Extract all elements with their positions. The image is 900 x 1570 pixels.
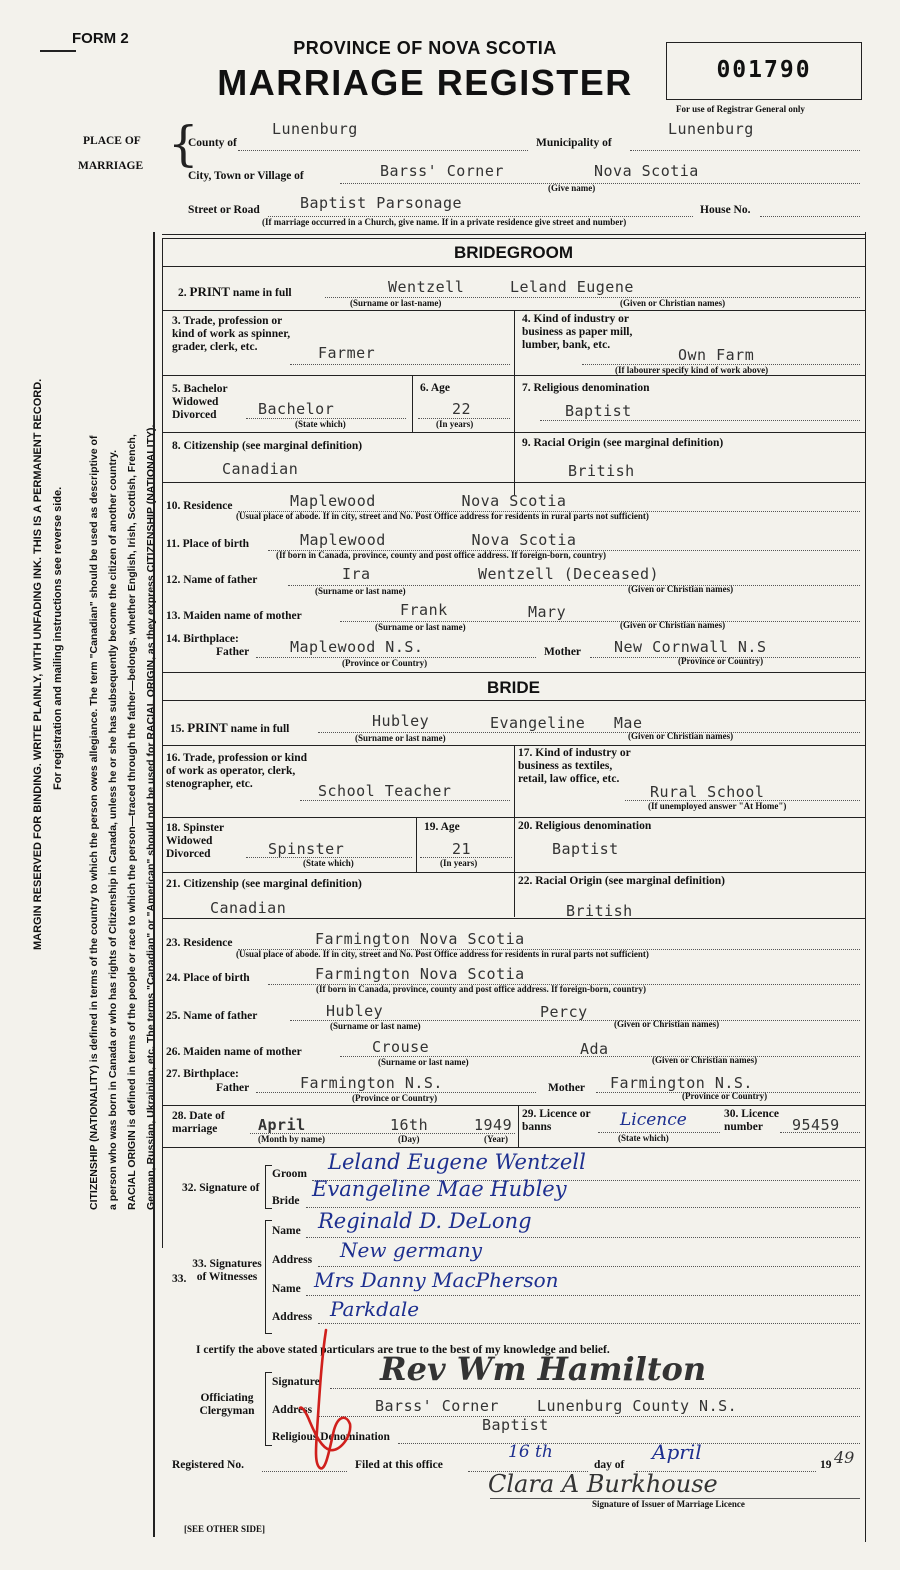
day-of-label: day of xyxy=(594,1459,625,1471)
licence-type-note: (State which) xyxy=(618,1133,669,1143)
bride-mother-label: 26. Maiden name of mother xyxy=(166,1046,302,1058)
county-label: County of xyxy=(188,137,237,149)
groom-given-names: Leland Eugene xyxy=(510,278,634,296)
groom-name-label: 2. PRINT name in full xyxy=(178,284,292,299)
filed-month: April xyxy=(652,1440,702,1464)
bride-signature-label: Bride xyxy=(272,1195,300,1207)
groom-given-note: (Given or Christian names) xyxy=(620,298,726,308)
bride-birthplaces-label: 27. Birthplace: xyxy=(166,1068,239,1080)
bride-father-given-note: (Given or Christian names) xyxy=(614,1019,720,1029)
bride-citizenship: Canadian xyxy=(210,899,287,917)
house-label: House No. xyxy=(700,204,751,216)
groom-trade-label: 3. Trade, profession or kind of work as spinner, grader, clerk, etc. xyxy=(172,315,291,354)
marriage-month-note: (Month by name) xyxy=(258,1134,325,1144)
margin-line-1: CITIZENSHIP (NATIONALITY) is defined in terms of the country to which the person owes allegiance. The term "Canadian" should be used as descriptive of xyxy=(88,435,100,1210)
groom-mother-prov-note: (Province or Country) xyxy=(678,656,764,666)
margin-line-3: RACIAL ORIGIN is defined in terms of the people or race to which the person—traced through the father—belongs, whether English, Irish, Scottish, French, xyxy=(126,434,138,1210)
bride-racial: British xyxy=(566,902,633,920)
place-heading-2: MARRIAGE xyxy=(78,160,144,172)
marriage-month: April xyxy=(258,1116,306,1134)
marriage-day-note: (Day) xyxy=(398,1134,420,1144)
licence-type-label: 29. Licence or banns xyxy=(522,1108,591,1134)
filed-label: Filed at this office xyxy=(355,1459,443,1471)
filed-day: 16 th xyxy=(508,1442,553,1462)
bride-father-given: Percy xyxy=(540,1003,588,1021)
groom-father-label: 12. Name of father xyxy=(166,574,258,586)
bride-mother-surname-note: (Surname or last name) xyxy=(378,1057,469,1067)
clergy-signature: Rev Wm Hamilton xyxy=(380,1350,707,1388)
witness1-name-label: Name xyxy=(272,1225,301,1237)
bridegroom-heading: BRIDEGROOM xyxy=(454,243,573,262)
county-value: Lunenburg xyxy=(272,120,358,138)
margin-binding-note xyxy=(28,110,68,1210)
issuer-signature-label: Signature of Issuer of Marriage Licence xyxy=(592,1499,745,1509)
brace-icon: { xyxy=(168,116,199,172)
groom-status-note: (State which) xyxy=(295,419,346,429)
groom-industry-note: (If labourer specify kind of work above) xyxy=(615,365,769,375)
bride-given-note: (Given or Christian names) xyxy=(628,731,734,741)
groom-mother-surname: Frank xyxy=(400,601,448,619)
bride-birthplace-label: 24. Place of birth xyxy=(166,972,250,984)
bride-residence-note: (Usual place of abode. If in city, street and No. Post Office address for residents in rural parts not sufficient) xyxy=(236,949,649,959)
witness2-address: Parkdale xyxy=(330,1297,420,1321)
bride-trade-label: 16. Trade, profession or kind of work as operator, clerk, stenographer, etc. xyxy=(166,752,308,791)
bride-age-label: 19. Age xyxy=(424,821,460,833)
marriage-date-label: 28. Date of marriage xyxy=(172,1110,225,1136)
witness2-name-label: Name xyxy=(272,1283,301,1295)
groom-mother-label: 13. Maiden name of mother xyxy=(166,610,302,622)
bride-given-names: Evangeline Mae xyxy=(490,714,643,732)
bride-surname-note: (Surname or last name) xyxy=(355,733,446,743)
bride-racial-label: 22. Racial Origin (see marginal definition) xyxy=(518,875,725,887)
groom-birthplace-mother-label: Mother xyxy=(544,646,582,658)
marriage-day: 16th xyxy=(390,1116,429,1134)
place-heading-1: PLACE OF xyxy=(83,135,141,147)
groom-father-birthplace: Maplewood N.S. xyxy=(290,638,424,656)
groom-signature-label: Groom xyxy=(272,1168,307,1180)
margin-line-6: For registration and mailing instructions see reverse side. xyxy=(52,486,64,790)
margin-line-2: a person who was born in Canada or who has rights of Citizenship in Canada, unless he or she has subsequently become the citizen of another country. xyxy=(107,449,119,1210)
groom-trade: Farmer xyxy=(318,344,376,362)
street-note: (If marriage occurred in a Church, give name. If in a private residence give street and number) xyxy=(262,217,627,227)
form-frame-left xyxy=(153,232,155,1537)
bride-status: Spinster xyxy=(268,840,345,858)
bride-father-prov-note: (Province or Country) xyxy=(352,1093,438,1103)
groom-birthplaces-label: 14. Birthplace: xyxy=(166,633,239,645)
bride-birthplace: Farmington Nova Scotia xyxy=(315,965,525,983)
clergy-denomination: Baptist xyxy=(482,1416,549,1434)
street-value: Baptist Parsonage xyxy=(300,194,463,212)
bride-father-label: 25. Name of father xyxy=(166,1010,258,1022)
bride-heading: BRIDE xyxy=(487,678,540,697)
groom-status-label: 5. Bachelor Widowed Divorced xyxy=(172,383,228,422)
city-value: Barss' Corner xyxy=(380,162,504,180)
groom-surname: Wentzell xyxy=(388,278,465,296)
groom-birthplace-father-label: Father xyxy=(216,646,250,658)
bride-mother-given-note: (Given or Christian names) xyxy=(652,1055,758,1065)
bride-citizenship-label: 21. Citizenship (see marginal definition) xyxy=(166,878,362,890)
municipality-label: Municipality of xyxy=(536,137,612,149)
clergyman-label: Officiating Clergyman xyxy=(199,1392,255,1418)
clergy-signature-label: Signature xyxy=(272,1376,320,1388)
bride-status-label: 18. Spinster Widowed Divorced xyxy=(166,822,224,861)
bride-signature: Evangeline Mae Hubley xyxy=(312,1177,567,1201)
filed-year: 49 xyxy=(834,1448,855,1467)
groom-mother-given: Mary xyxy=(528,603,567,621)
groom-residence: Maplewood Nova Scotia xyxy=(290,492,567,510)
province-heading: PROVINCE OF NOVA SCOTIA xyxy=(293,38,557,58)
bride-father-birthplace: Farmington N.S. xyxy=(300,1074,443,1092)
groom-industry-label: 4. Kind of industry or business as paper mill, lumber, bank, etc. xyxy=(522,313,633,352)
form-number: FORM 2 xyxy=(72,30,129,47)
street-label: Street or Road xyxy=(188,204,260,216)
bride-religion-label: 20. Religious denomination xyxy=(518,820,652,832)
bride-surname: Hubley xyxy=(372,712,430,730)
bride-age-note: (In years) xyxy=(440,858,478,868)
bride-birthplace-father-label: Father xyxy=(216,1082,250,1094)
bride-industry-label: 17. Kind of industry or business as textiles, retail, law office, etc. xyxy=(518,747,631,786)
bride-industry-note: (If unemployed answer "At Home") xyxy=(648,801,787,811)
groom-citizenship: Canadian xyxy=(222,460,299,478)
bride-status-note: (State which) xyxy=(303,858,354,868)
groom-father-given-note: (Given or Christian names) xyxy=(628,584,734,594)
groom-racial-label: 9. Racial Origin (see marginal definition) xyxy=(522,437,724,449)
bride-father-surname: Hubley xyxy=(326,1002,384,1020)
bride-age: 21 xyxy=(452,840,472,858)
groom-father-given: Wentzell (Deceased) xyxy=(478,565,660,583)
bride-industry: Rural School xyxy=(650,783,765,801)
groom-religion-label: 7. Religious denomination xyxy=(522,382,650,394)
municipality-value: Lunenburg xyxy=(668,120,754,138)
groom-citizenship-label: 8. Citizenship (see marginal definition) xyxy=(172,440,363,452)
margin-line-4: German, Russian, Ukrainian, etc. The terms "Canadian" or "American" should not be used for RACIAL ORIGIN, as they express CITIZENSHIP (NATIONALITY). xyxy=(145,424,157,1210)
witness2-address-label: Address xyxy=(272,1311,313,1323)
witnesses-label: 33. Signatures of Witnesses xyxy=(192,1258,262,1284)
city-province: Nova Scotia xyxy=(594,162,699,180)
groom-racial: British xyxy=(568,462,635,480)
registration-number: 001790 xyxy=(716,57,812,83)
bride-mother-given: Ada xyxy=(580,1040,609,1058)
groom-mother-given-note: (Given or Christian names) xyxy=(620,620,726,630)
bride-residence-label: 23. Residence xyxy=(166,937,233,949)
bride-residence: Farmington Nova Scotia xyxy=(315,930,525,948)
margin-line-5: MARGIN RESERVED FOR BINDING. WRITE PLAINLY, WITH UNFADING INK. THIS IS A PERMANENT RECORD. xyxy=(32,378,44,950)
clergy-address-label: Address xyxy=(272,1404,313,1416)
groom-religion: Baptist xyxy=(565,402,632,420)
filed-year-prefix: 19 xyxy=(820,1459,832,1471)
bride-mother-birthplace: Farmington N.S. xyxy=(610,1074,753,1092)
witness2-name: Mrs Danny MacPherson xyxy=(314,1268,559,1292)
residence-note: (Usual place of abode. If in city, street and No. Post Office address for residents in rural parts not sufficient) xyxy=(236,511,649,521)
groom-status: Bachelor xyxy=(258,400,335,418)
groom-age-label: 6. Age xyxy=(420,382,451,394)
groom-age-note: (In years) xyxy=(436,419,474,429)
red-ink-mark-icon xyxy=(296,1326,356,1476)
groom-industry: Own Farm xyxy=(678,346,755,364)
issuer-signature: Clara A Burkhouse xyxy=(488,1470,718,1498)
bride-mother-surname: Crouse xyxy=(372,1038,430,1056)
birthplace-note: (If born in Canada, province, county and post office address. If foreign-born, country) xyxy=(276,550,607,560)
give-name-note: (Give name) xyxy=(548,183,596,193)
licence-number: 95459 xyxy=(792,1116,840,1134)
licence-number-label: 30. Licence number xyxy=(724,1108,779,1134)
margin-mark xyxy=(40,50,85,56)
groom-mother-birthplace: New Cornwall N.S xyxy=(614,638,767,656)
groom-age: 22 xyxy=(452,400,472,418)
bride-name-label: 15. PRINT name in full xyxy=(170,720,290,735)
bride-religion: Baptist xyxy=(552,840,619,858)
city-label: City, Town or Village of xyxy=(188,170,304,182)
bride-birthplace-note: (If born in Canada, province, county and post office address. If foreign-born, country) xyxy=(316,984,647,994)
registered-number-label: Registered No. xyxy=(172,1459,244,1471)
groom-residence-label: 10. Residence xyxy=(166,500,233,512)
groom-father-surname: Ira xyxy=(342,565,371,583)
groom-father-surname-note: (Surname or last name) xyxy=(315,586,406,596)
registration-note: For use of Registrar General only xyxy=(676,104,805,114)
bride-father-surname-note: (Surname or last name) xyxy=(330,1021,421,1031)
witness1-name: Reginald D. DeLong xyxy=(318,1209,532,1233)
registration-number-box xyxy=(666,42,862,100)
groom-father-prov-note: (Province or Country) xyxy=(342,658,428,668)
bride-mother-prov-note: (Province or Country) xyxy=(682,1091,768,1101)
witness1-address-label: Address xyxy=(272,1254,313,1266)
bride-trade: School Teacher xyxy=(318,782,452,800)
groom-birthplace: Maplewood Nova Scotia xyxy=(300,531,577,549)
certification-statement: I certify the above stated particulars are true to the best of my knowledge and belief. xyxy=(196,1344,610,1356)
signature-of-label: 32. Signature of xyxy=(182,1182,260,1194)
witness1-address: New germany xyxy=(340,1238,483,1262)
groom-signature: Leland Eugene Wentzell xyxy=(328,1150,586,1174)
clergy-denomination-label: Religious Denomination xyxy=(272,1431,390,1443)
form-frame-right xyxy=(865,232,866,1542)
see-other-side: [SEE OTHER SIDE] xyxy=(184,1524,266,1534)
licence-type: Licence xyxy=(620,1110,687,1130)
bride-birthplace-mother-label: Mother xyxy=(548,1082,586,1094)
groom-surname-note: (Surname or last-name) xyxy=(350,298,442,308)
marriage-year: 1949 xyxy=(474,1116,513,1134)
marriage-year-note: (Year) xyxy=(484,1134,508,1144)
groom-mother-surname-note: (Surname or last name) xyxy=(375,622,466,632)
groom-birthplace-label: 11. Place of birth xyxy=(166,538,250,550)
clergy-address: Barss' Corner Lunenburg County N.S. xyxy=(375,1397,738,1415)
page-title: MARRIAGE REGISTER xyxy=(217,62,633,103)
